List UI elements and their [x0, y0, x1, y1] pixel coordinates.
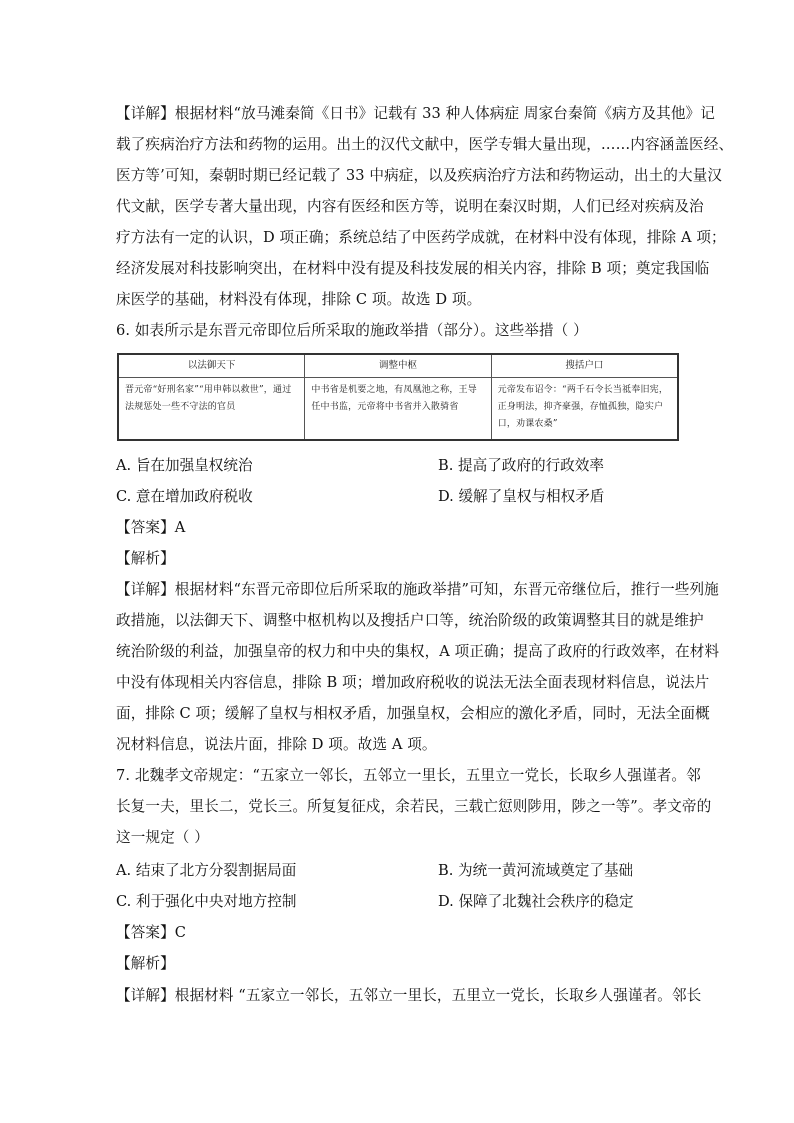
- table-header: 搜括户口: [492, 355, 677, 378]
- table-column: [119, 355, 305, 439]
- q6-answer: 【答案】A: [116, 519, 186, 536]
- table-cell: 元帝发布诏令：“两千石令长当祗奉旧宪，正身明法，抑齐豪强，存恤孤独，隐实户口，劝课农桑”: [497, 385, 669, 429]
- q6-option-b: B. 提高了政府的行政效率: [438, 457, 604, 474]
- text-line: 况材料信息，说法片面，排除 D 项。故选 A 项。: [116, 736, 437, 753]
- q7-option-d: D. 保障了北魏社会秩序的稳定: [438, 893, 634, 910]
- question-6-stem: 6. 如表所示是东晋元帝即位后所采取的施政举措（部分）。这些举措（ ）: [116, 322, 588, 339]
- q7-option-c: C. 利于强化中央对地方控制: [116, 893, 297, 910]
- text-line: 医方等’可知，秦朝时期已经记载了 33 中病症，以及疾病治疗方法和药物运动，出土的大量汉: [116, 167, 723, 184]
- text-line: 面，排除 C 项；缓解了皇权与相权矛盾，加强皇权，会相应的激化矛盾，同时，无法全面概: [116, 705, 710, 722]
- text-line: 疗方法有一定的认识，D 项正确；系统总结了中医药学成就，在材料中没有体现，排除 A 项；: [116, 229, 726, 246]
- text-line: 载了疾病治疗方法和药物的运用。出土的汉代文献中，医学专辑大量出现，……内容涵盖医经、: [116, 136, 734, 153]
- text-line: 统治阶级的利益，加强皇帝的权力和中央的集权，A 项正确；提高了政府的行政效率，在材料: [116, 643, 720, 660]
- q7-analysis-label: 【解析】: [116, 955, 175, 972]
- text-line: 床医学的基础，材料没有体现，排除 C 项。故选 D 项。: [116, 291, 482, 308]
- text-line: 政措施，以法御天下、调整中枢机构以及搜括户口等，统治阶级的政策调整其目的就是维护: [116, 612, 704, 629]
- q7-answer: 【答案】C: [116, 924, 187, 941]
- table-column: [305, 355, 491, 439]
- text-line: 【详解】根据材料 “五家立一邻长，五邻立一里长，五里立一党长，长取乡人强谨者。邻长: [116, 987, 702, 1004]
- text-line: 代文献，医学专著大量出现，内容有医经和医方等，说明在秦汉时期，人们已经对疾病及治: [116, 198, 704, 215]
- text-line: 【详解】根据材料“放马滩秦简《日书》记载有 33 种人体病症 周家台秦简《病方及其他》记: [116, 105, 715, 122]
- question-7-stem: 长复一夫，里长二，党长三。所复复征戍，余若民，三载亡愆则陟用，陟之一等”。孝文帝的: [116, 798, 712, 815]
- question-7-stem: 7. 北魏孝文帝规定：“五家立一邻长，五邻立一里长，五里立一党长，长取乡人强谨者。邻: [116, 767, 701, 784]
- text-line: 中没有体现相关内容信息，排除 B 项；增加政府税收的说法无法全面表现材料信息，说法片: [116, 674, 710, 691]
- q6-option-a: A. 旨在加强皇权统治: [116, 457, 253, 474]
- measures-table: [117, 353, 679, 441]
- text-line: 【详解】根据材料“东晋元帝即位后所采取的施政举措”可知，东晋元帝继位后，推行一些列施: [116, 581, 719, 598]
- q7-option-a: A. 结束了北方分裂割据局面: [116, 862, 297, 879]
- q6-analysis-label: 【解析】: [116, 550, 175, 567]
- table-header: 调整中枢: [305, 355, 490, 378]
- table-header: 以法御天下: [119, 355, 304, 378]
- table-column: [492, 355, 677, 439]
- q7-option-b: B. 为统一黄河流域奠定了基础: [438, 862, 634, 879]
- table-cell: 晋元帝“好刑名家”“用申韩以救世”，通过法规惩处一些不守法的官员: [125, 385, 292, 412]
- q6-option-c: C. 意在增加政府税收: [116, 488, 253, 505]
- table-cell: 中书省是机要之地，有凤凰池之称，王导任中书监，元帝将中书省并入散骑省: [311, 385, 477, 412]
- question-7-stem: 这一规定（ ）: [116, 829, 209, 846]
- text-line: 经济发展对科技影响突出，在材料中没有提及科技发展的相关内容，排除 B 项；奠定我国临: [116, 260, 710, 277]
- q6-option-d: D. 缓解了皇权与相权矛盾: [438, 488, 605, 505]
